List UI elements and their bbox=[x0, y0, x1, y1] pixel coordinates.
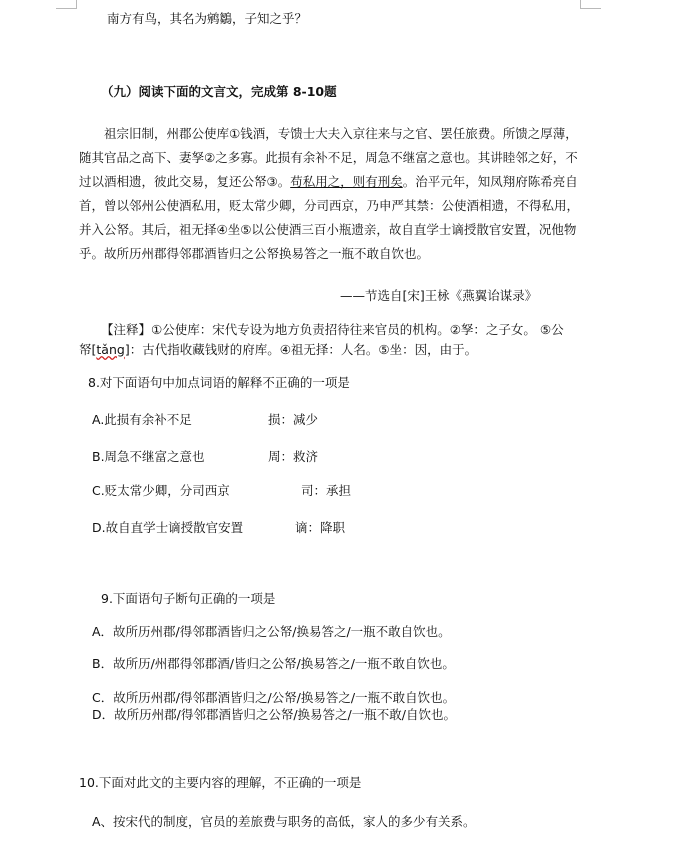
annotation-text: ]：古代指收藏钱财的府库。④祖无择：人名。⑤坐：因，由于。 bbox=[124, 342, 478, 357]
page-corner-mark-right bbox=[580, 0, 601, 9]
question-stem: 9.下面语句子断句正确的一项是 bbox=[101, 591, 276, 606]
question-stem: 10.下面对此文的主要内容的理解，不正确的一项是 bbox=[79, 775, 362, 790]
option-text: A、按宋代的制度，官员的差旅费与职务的高低，家人的多少有关系。 bbox=[92, 814, 476, 829]
passage-line: 乎。故所历州郡得邻郡酒皆归之公帑换易答之一瓶不敢自饮也。 bbox=[79, 246, 430, 261]
section-heading: （九）阅读下面的文言文，完成第 8-10题 bbox=[101, 84, 337, 99]
option-text: C．故所历州郡/得邻郡酒皆归之/公帑/换易答之/一瓶不敢自饮也。 bbox=[92, 690, 456, 705]
option-gloss: 损：减少 bbox=[268, 412, 319, 427]
pinyin-text: tǎng bbox=[96, 342, 125, 357]
passage-line: 首，曾以邻州公使酒私用，贬太常少卿，分司西京，乃申严其禁：公使酒相遗，不得私用， bbox=[79, 198, 580, 213]
option-text: A．故所历州郡/得邻郡酒皆归之公帑/换易答之/一瓶不敢自饮也。 bbox=[92, 624, 451, 639]
passage-text: 。治平元年，知凤翔府陈希亮自 bbox=[402, 174, 578, 189]
option-text: C.贬太常少卿，分司西京 bbox=[92, 483, 230, 498]
option-gloss: 谪：降职 bbox=[295, 520, 346, 535]
page-corner-mark-left bbox=[56, 0, 77, 9]
option-text: B．故所历/州郡得邻郡酒/皆归之公帑/换易答之/一瓶不敢自饮也。 bbox=[92, 656, 455, 671]
option-text: A.此损有余补不足 bbox=[92, 412, 192, 427]
passage-line: 祖宗旧制，州郡公使库①钱酒，专馈士大夫入京往来与之官、罢任旅费。所馈之厚薄， bbox=[104, 126, 578, 141]
annotation-text: 帑[ bbox=[79, 342, 97, 357]
passage-line: 并入公帑。其后，祖无择④坐⑤以公使酒三百小瓶遗亲，故自直学士谪授散官安置，况他物 bbox=[79, 222, 577, 237]
option-gloss: 司：承担 bbox=[301, 483, 352, 498]
annotation-line bbox=[79, 340, 477, 358]
question-stem: 8.对下面语句中加点词语的解释不正确的一项是 bbox=[88, 375, 350, 390]
option-gloss: 周：救济 bbox=[268, 449, 319, 464]
option-text: D.故自直学士谪授散官安置 bbox=[92, 520, 244, 535]
option-text: D．故所历州郡/得邻郡酒皆归之公帑/换易答之/一瓶不敢/自饮也。 bbox=[92, 707, 456, 722]
underlined-sentence: 苟私用之，则有刑矣 bbox=[290, 174, 403, 189]
source-citation: ——节选自[宋]王栐《燕翼诒谋录》 bbox=[340, 288, 538, 303]
option-text: B.周急不继富之意也 bbox=[92, 449, 205, 464]
top-line: 南方有鸟，其名为鹓鶵，子知之乎？ bbox=[107, 11, 308, 26]
passage-text: 过以酒相遗，彼此交易，复还公帑③。 bbox=[79, 174, 291, 189]
passage-line: 随其官品之高下、妻孥②之多寡。此损有余补不足，周急不继富之意也。其讲睦邻之好，不 bbox=[79, 150, 578, 165]
annotation-line: 【注释】①公使库：宋代专设为地方负责招待往来官员的机构。②孥：之子女。 ⑤公 bbox=[101, 322, 564, 337]
passage-line bbox=[79, 172, 578, 190]
